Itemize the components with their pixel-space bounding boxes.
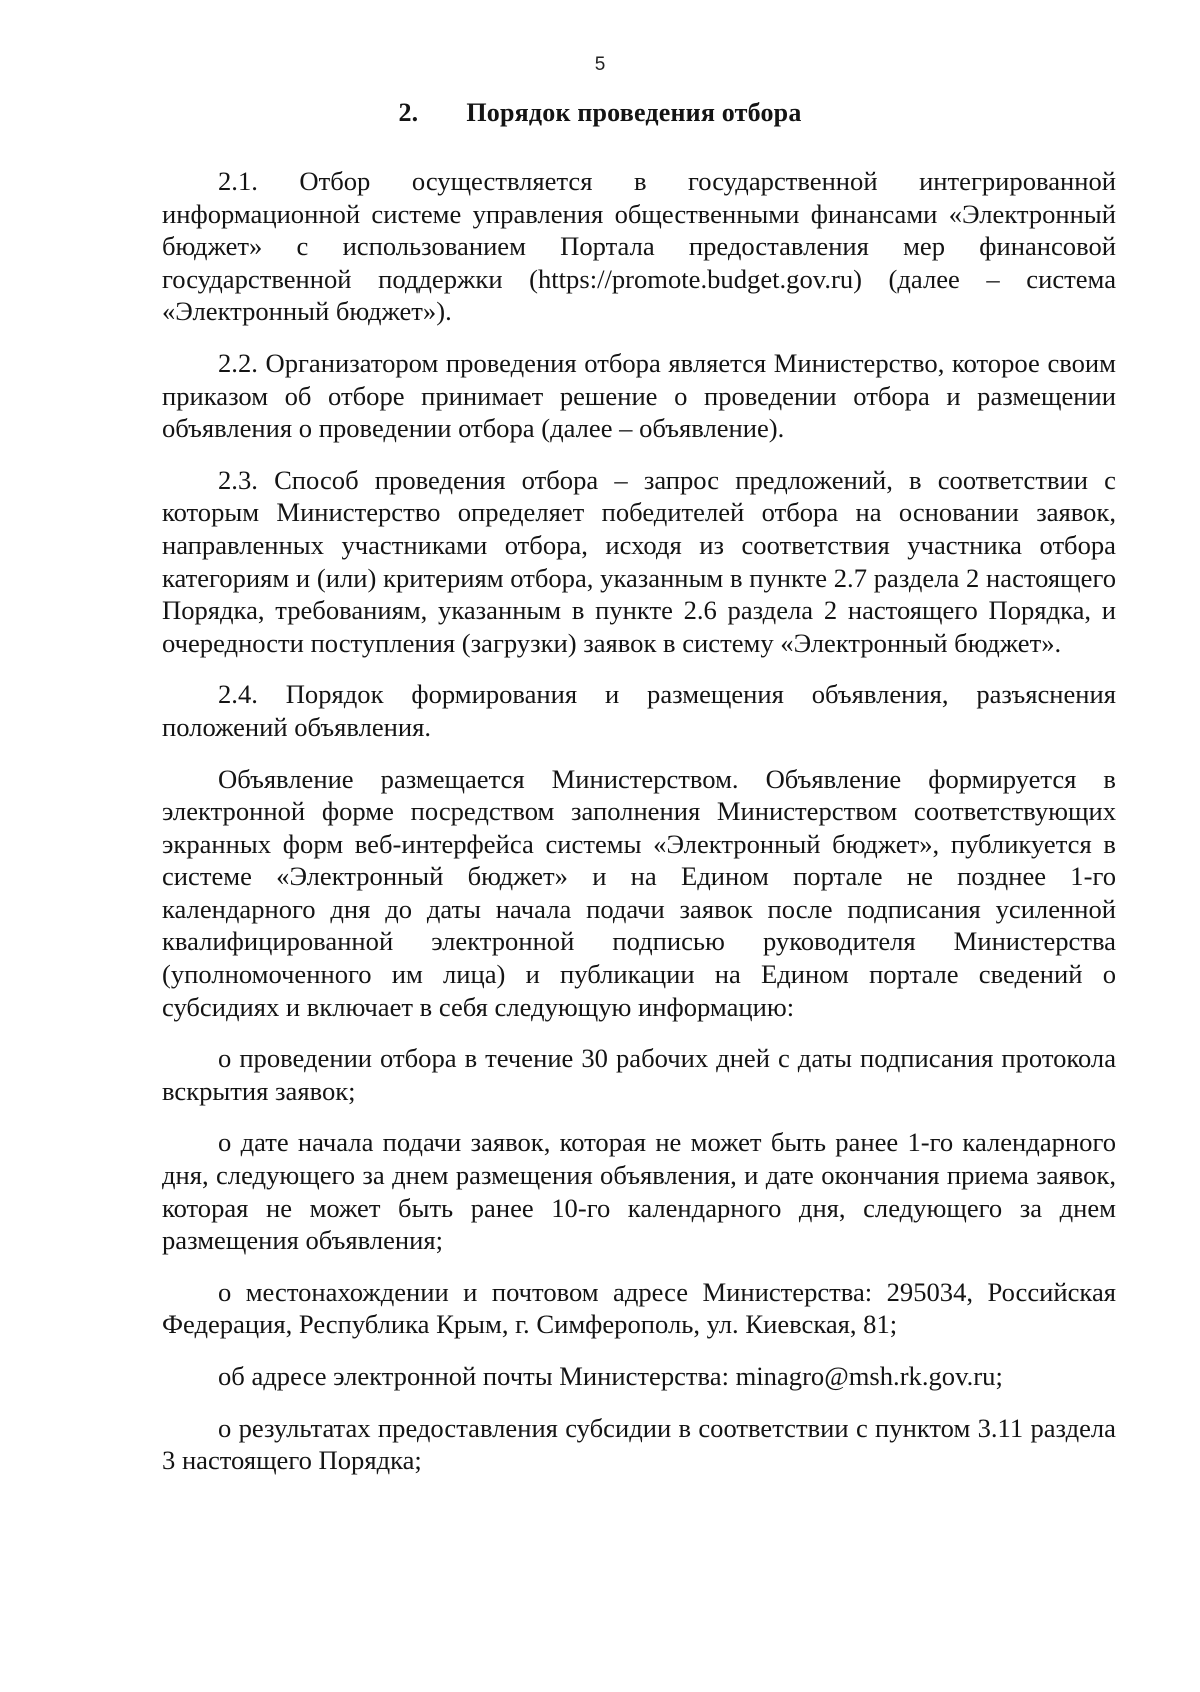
paragraph-announcement: Объявление размещается Министерством. Объявление формируется в электронной форме посредством заполнения Министерством соответствующих экранных форм веб-интерфейса системы «Электронный бюджет», публикуется в системе «Электронный бюджет» и на Едином портале не позднее 1-го календарного дня до даты начала подачи заявок после подписания усиленной квалифицированной электронной подписью руководителя Министерства (уполномоченного им лица) и публикации на Едином портале сведений о субсидиях и включает в себя следующую информацию:: [162, 763, 1116, 1022]
paragraph-results: о результатах предоставления субсидии в соответствии с пунктом 3.11 раздела 3 настоящего Порядка;: [162, 1412, 1116, 1476]
paragraph-2-2: 2.2. Организатором проведения отбора является Министерство, которое своим приказом об отборе принимает решение о проведении отбора и размещении объявления о проведении отбора (далее – объявление).: [162, 347, 1116, 444]
paragraph-selection-period: о проведении отбора в течение 30 рабочих дней с даты подписания протокола вскрытия заявок;: [162, 1043, 1116, 1106]
paragraph-2-1: 2.1. Отбор осуществляется в государственной интегрированной информационной системе управления общественными финансами «Электронный бюджет» с использованием Портала предоставления мер финансовой государственной поддержки (https://promote.budget.gov.ru) (далее – система «Электронный бюджет»).: [162, 166, 1116, 327]
paragraph-submission-dates: о дате начала подачи заявок, которая не может быть ранее 1-го календарного дня, следующего за днем размещения объявления, и дате окончания приема заявок, которая не может быть ранее 10-го календарного дня, следующего за днем размещения объявления;: [162, 1127, 1116, 1256]
paragraph-email: об адресе электронной почты Министерства: minagro@msh.rk.gov.ru;: [218, 1361, 1003, 1391]
paragraph-2-4: 2.4. Порядок формирования и размещения объявления, разъяснения положений объявления.: [162, 679, 1116, 742]
section-title: Порядок проведения отбора: [466, 98, 802, 127]
page-number: 5: [594, 54, 606, 75]
paragraph-2-3: 2.3. Способ проведения отбора – запрос предложений, в соответствии с которым Министерство определяет победителей отбора на основании заявок, направленных участниками отбора, исходя из соответствия участника отбора категориям и (или) критериям отбора, указанным в пункте 2.7 раздела 2 настоящего Порядка, требованиям, указанным в пункте 2.6 раздела 2 настоящего Порядка, и очередности поступления (загрузки) заявок в систему «Электронный бюджет».: [162, 464, 1116, 658]
section-heading: [0, 98, 1200, 128]
paragraph-address: о местонахождении и почтовом адресе Министерства: 295034, Российская Федерация, Республика Крым, г. Симферополь, ул. Киевская, 81;: [162, 1276, 1116, 1340]
document-body: [162, 165, 1116, 1496]
section-number: 2.: [398, 98, 419, 127]
